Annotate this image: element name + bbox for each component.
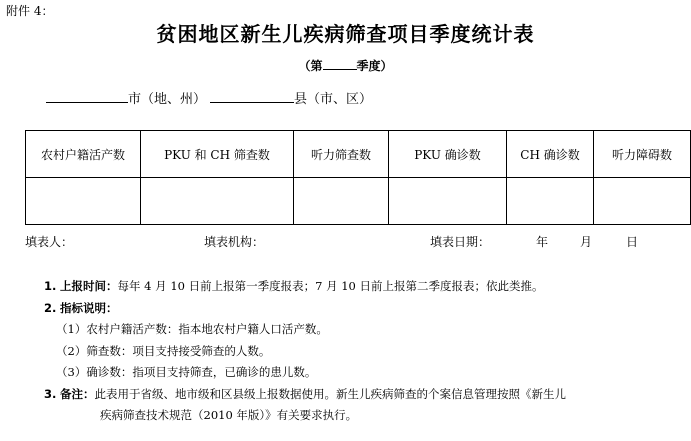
indicator-item: （3）确诊数：指项目支持筛查，已确诊的患儿数。 — [56, 365, 317, 379]
table-header-row — [26, 131, 691, 178]
note-indicators: 2. 指标说明： — [44, 300, 118, 315]
note-remarks: 3. 备注：此表用于省级、地市级和区县级上报数据使用。新生儿疾病筛查的个案信息管理按照《新生儿 — [44, 386, 567, 401]
city-blank[interactable] — [46, 90, 128, 103]
table-header-cell: 听力筛查数 — [294, 131, 389, 178]
year-label: 年 — [536, 235, 549, 249]
quarter-blank[interactable] — [323, 59, 357, 70]
note-remarks-continued: 疾病筛查技术规范（2010 年版）》有关要求执行。 — [100, 408, 358, 422]
attachment-label: 附件 4： — [6, 4, 54, 18]
table-cell[interactable] — [26, 178, 141, 225]
table-header-cell: PKU 确诊数 — [389, 131, 507, 178]
table-header-cell: CH 确诊数 — [507, 131, 594, 178]
page-title: 贫困地区新生儿疾病筛查项目季度统计表 — [156, 22, 535, 46]
table-header-cell: PKU 和 CH 筛查数 — [141, 131, 294, 178]
region-line — [46, 88, 372, 107]
note-reporting-time: 1. 上报时间：每年 4 月 10 日前上报第一季度报表；7 月 10 日前上报第二季度报表；依此类推。 — [44, 279, 544, 293]
county-label: 县（市、区） — [294, 92, 373, 107]
org-label: 填表机构： — [204, 235, 265, 249]
table-cell[interactable] — [594, 178, 691, 225]
city-label: 市（地、州） — [128, 92, 207, 107]
table-header-cell: 听力障碍数 — [594, 131, 691, 178]
table-cell[interactable] — [389, 178, 507, 225]
month-label: 月 — [580, 235, 593, 249]
statistics-table — [25, 130, 691, 225]
date-label: 填表日期： — [430, 235, 491, 249]
filler-label: 填表人： — [25, 235, 74, 249]
quarter-suffix: 季度） — [356, 59, 393, 73]
county-blank[interactable] — [210, 90, 294, 103]
table-cell[interactable] — [141, 178, 294, 225]
table-row — [26, 178, 691, 225]
indicator-item: （2）筛查数：项目支持接受筛查的人数。 — [56, 343, 271, 358]
table-header-cell: 农村户籍活产数 — [26, 131, 141, 178]
quarter-line — [0, 57, 691, 74]
table-cell[interactable] — [507, 178, 594, 225]
day-label: 日 — [626, 235, 639, 249]
indicator-item: （1）农村户籍活产数：指本地农村户籍人口活产数。 — [56, 322, 328, 336]
quarter-prefix: （第 — [298, 59, 323, 73]
table-cell[interactable] — [294, 178, 389, 225]
notes-section — [44, 276, 566, 427]
